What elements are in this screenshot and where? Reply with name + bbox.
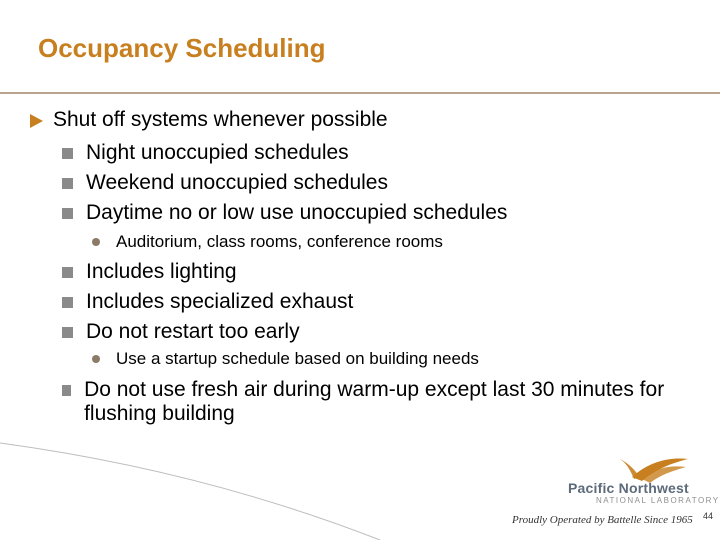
square-bullet-icon: [62, 385, 71, 396]
bullet-text: Do not restart too early: [86, 320, 300, 343]
bullet-text: Includes lighting: [86, 260, 237, 283]
square-bullet-icon: [62, 327, 73, 338]
dot-bullet-icon: [92, 238, 100, 246]
bullet-text: Use a startup schedule based on building needs: [116, 349, 479, 368]
bullet-level2: [62, 260, 237, 284]
square-bullet-icon: [62, 267, 73, 278]
bullet-text: Includes specialized exhaust: [86, 290, 354, 313]
bullet-text: Weekend unoccupied schedules: [86, 171, 388, 194]
arrow-bullet-icon: [30, 114, 43, 128]
org-subtitle: NATIONAL LABORATORY: [596, 496, 720, 505]
square-bullet-icon: [62, 297, 73, 308]
bullet-level1: [30, 108, 388, 132]
square-bullet-icon: [62, 208, 73, 219]
title-divider: [0, 92, 720, 94]
page-number: 44: [703, 511, 714, 521]
bullet-text: Night unoccupied schedules: [86, 141, 349, 164]
bullet-level3: [92, 349, 479, 369]
bullet-text: Do not use fresh air during warm-up except last 30 minutes for flushing building: [84, 378, 665, 425]
square-bullet-icon: [62, 178, 73, 189]
bullet-level2: [62, 290, 353, 314]
bullet-level2: [62, 141, 349, 165]
footer-tagline: Proudly Operated by Battelle Since 1965: [512, 514, 693, 526]
org-name: Pacific Northwest: [568, 480, 689, 496]
slide-title: Occupancy Scheduling: [38, 33, 326, 63]
bullet-level2: [62, 171, 388, 195]
bullet-level2: [62, 378, 692, 426]
bullet-text: Daytime no or low use unoccupied schedules: [86, 201, 508, 224]
bullet-level3: [92, 232, 443, 252]
bullet-level2: [62, 320, 300, 344]
bullet-level2: [62, 201, 507, 225]
bullet-text: Auditorium, class rooms, conference rooms: [116, 232, 443, 251]
bullet-text: Shut off systems whenever possible: [53, 108, 388, 131]
square-bullet-icon: [62, 148, 73, 159]
dot-bullet-icon: [92, 355, 100, 363]
